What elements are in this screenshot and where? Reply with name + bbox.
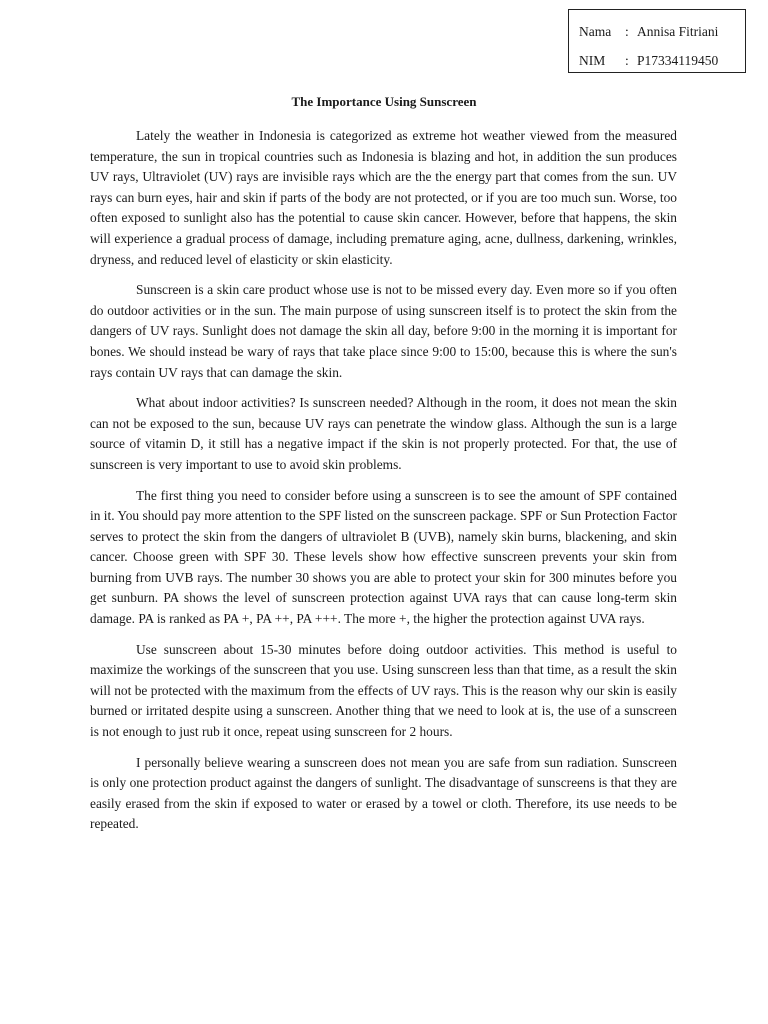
student-id-box xyxy=(568,9,746,73)
name-label: Nama xyxy=(579,24,612,39)
document-title: The Importance Using Sunscreen xyxy=(291,94,477,109)
paragraph-5: Use sunscreen about 15-30 minutes before doing outdoor activities. This method is useful to maximize the workings of the sunscreen that you use. Using sunscreen less than that time, as a result the skin will not be protected with the maximum from the effects of UV rays. This is the reason why our skin is easily burned or irritated despite using a sunscreen. Another thing that we need to look at is, the use of a sunscreen is not enough to just rub it once, repeat using sunscreen for 2 hours. xyxy=(90,641,677,740)
nim-value: P17334119450 xyxy=(637,53,719,68)
name-value: Annisa Fitriani xyxy=(637,24,719,39)
document-body xyxy=(90,126,677,835)
name-row xyxy=(579,17,745,46)
paragraph-6: I personally believe wearing a sunscreen does not mean you are safe from sun radiation. Sunscreen is only one protection product against the dangers of sunlight. The disadvantage of sunscreens is that they are easily erased from the skin if exposed to water or erased by a towel or cloth. Therefore, its use needs to be repeated. xyxy=(90,754,677,832)
paragraph-2: Sunscreen is a skin care product whose use is not to be missed every day. Even more so if you often do outdoor activities or in the sun. The main purpose of using sunscreen itself is to protect the skin from the dangers of UV rays. Sunlight does not damage the skin all day, before 9:00 in the morning it is important for bones. We should instead be wary of rays that take place since 9:00 to 15:00, because this is where the sun's rays contain UV rays that can damage the skin. xyxy=(90,282,677,380)
nim-label: NIM xyxy=(579,53,606,68)
nim-row xyxy=(579,46,745,75)
name-separator: : xyxy=(625,24,629,39)
paragraph-3: What about indoor activities? Is sunscreen needed? Although in the room, it does not mean the skin can not be exposed to the sun, because UV rays can penetrate the window glass. Although the sun is a large source of vitamin D, it still has a negative impact if the skin is not properly protected. For that, the use of sunscreen is very important to use to avoid skin problems. xyxy=(90,395,677,472)
paragraph-4: The first thing you need to consider before using a sunscreen is to see the amount of SPF contained in it. You should pay more attention to the SPF listed on the sunscreen package. SPF or Sun Protection Factor serves to protect the skin from the dangers of ultraviolet B (UVB), namely skin burns, blackening, and skin cancer. Choose green with SPF 30. These levels show how effective sunscreen prevents your skin from burning from UVB rays. The number 30 shows you are able to protect your skin for 300 minutes before you get sunburn. PA shows the level of sunscreen protection against UVA rays that can cause long-term skin damage. PA is ranked as PA +, PA ++, PA +++. The more +, the higher the protection against UVA rays. xyxy=(90,487,677,627)
paragraph-1: Lately the weather in Indonesia is categorized as extreme hot weather viewed from the measured temperature, the sun in tropical countries such as Indonesia is blazing and hot, in addition the sun produces UV rays, Ultraviolet (UV) rays are invisible rays which are the the energy part that comes from the sun. UV rays can burn eyes, hair and skin if parts of the body are not protected, or if you are too much sun. Worse, too often exposed to sunlight also has the potential to cause skin cancer. However, before that happens, the skin will experience a gradual process of damage, including premature aging, acne, dullness, darkening, wrinkles, dryness, and reduced level of elasticity or skin elasticity. xyxy=(90,128,677,267)
nim-separator: : xyxy=(625,53,629,68)
